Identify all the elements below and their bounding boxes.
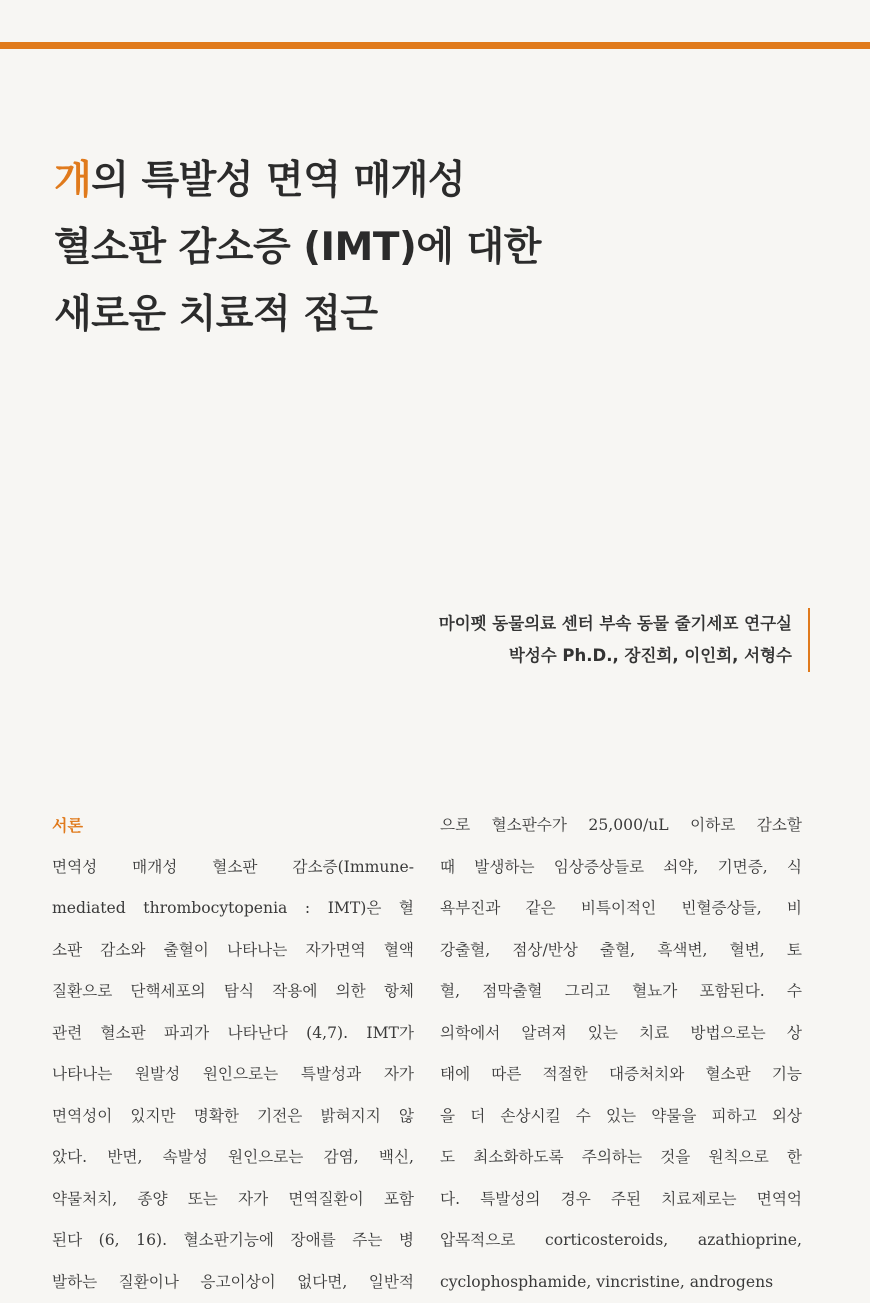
body-line: 소판 감소와 출혈이 나타나는 자가면역 혈액: [52, 930, 414, 972]
body-line: 도 최소화하도록 주의하는 것을 원칙으로 한: [440, 1137, 802, 1179]
body-line: 강출혈, 점상/반상 출혈, 흑색변, 혈변, 토: [440, 930, 802, 972]
top-accent-rule: [0, 42, 870, 49]
institution-name: 마이펫 동물의료 센터 부속 동물 줄기세포 연구실: [439, 608, 792, 640]
title-accent-char: 개: [54, 158, 91, 203]
title-line-2: 혈소판 감소증 (IMT)에 대한: [54, 214, 814, 281]
body-line: 된다 (6, 16). 혈소판기능에 장애를 주는 병: [52, 1220, 414, 1262]
body-line: 압목적으로 corticosteroids, azathioprine,: [440, 1220, 802, 1262]
body-line: 의학에서 알려져 있는 치료 방법으로는 상: [440, 1013, 802, 1055]
author-list: 박성수 Ph.D., 장진희, 이인희, 서형수: [439, 640, 792, 672]
author-affiliation: [439, 608, 810, 672]
section-heading: 서론: [52, 805, 414, 847]
title-line-1: [54, 147, 814, 214]
body-line: 관련 혈소판 파괴가 나타난다 (4,7). IMT가: [52, 1013, 414, 1055]
body-line: 욕부진과 같은 비특이적인 빈혈증상들, 비: [440, 888, 802, 930]
body-line: 나타나는 원발성 원인으로는 특발성과 자가: [52, 1054, 414, 1096]
body-line: 약물처치, 종양 또는 자가 면역질환이 포함: [52, 1179, 414, 1221]
body-line: 발하는 질환이나 응고이상이 없다면, 일반적: [52, 1262, 414, 1303]
body-line: 으로 혈소판수가 25,000/uL 이하로 감소할: [440, 805, 802, 847]
body-line: 때 발생하는 임상증상들로 쇠약, 기면증, 식: [440, 847, 802, 889]
body-line: 질환으로 단핵세포의 탐식 작용에 의한 항체: [52, 971, 414, 1013]
body-column-left: [52, 805, 414, 1303]
body-line: mediated thrombocytopenia : IMT)은 혈: [52, 888, 414, 930]
title-line-1-text: 의 특발성 면역 매개성: [91, 158, 465, 203]
body-column-right: [440, 805, 802, 1303]
body-line: 면역성이 있지만 명확한 기전은 밝혀지지 않: [52, 1096, 414, 1138]
body-line: 혈, 점막출혈 그리고 혈뇨가 포함된다. 수: [440, 971, 802, 1013]
body-line: 을 더 손상시킬 수 있는 약물을 피하고 외상: [440, 1096, 802, 1138]
title-line-3: 새로운 치료적 접근: [54, 281, 814, 348]
body-line: 다. 특발성의 경우 주된 치료제로는 면역억: [440, 1179, 802, 1221]
body-line: cyclophosphamide, vincristine, androgens: [440, 1262, 802, 1303]
body-line: 태에 따른 적절한 대증처치와 혈소판 기능: [440, 1054, 802, 1096]
body-line: 았다. 반면, 속발성 원인으로는 감염, 백신,: [52, 1137, 414, 1179]
article-title: [54, 147, 814, 348]
body-line: 면역성 매개성 혈소판 감소증(Immune-: [52, 847, 414, 889]
